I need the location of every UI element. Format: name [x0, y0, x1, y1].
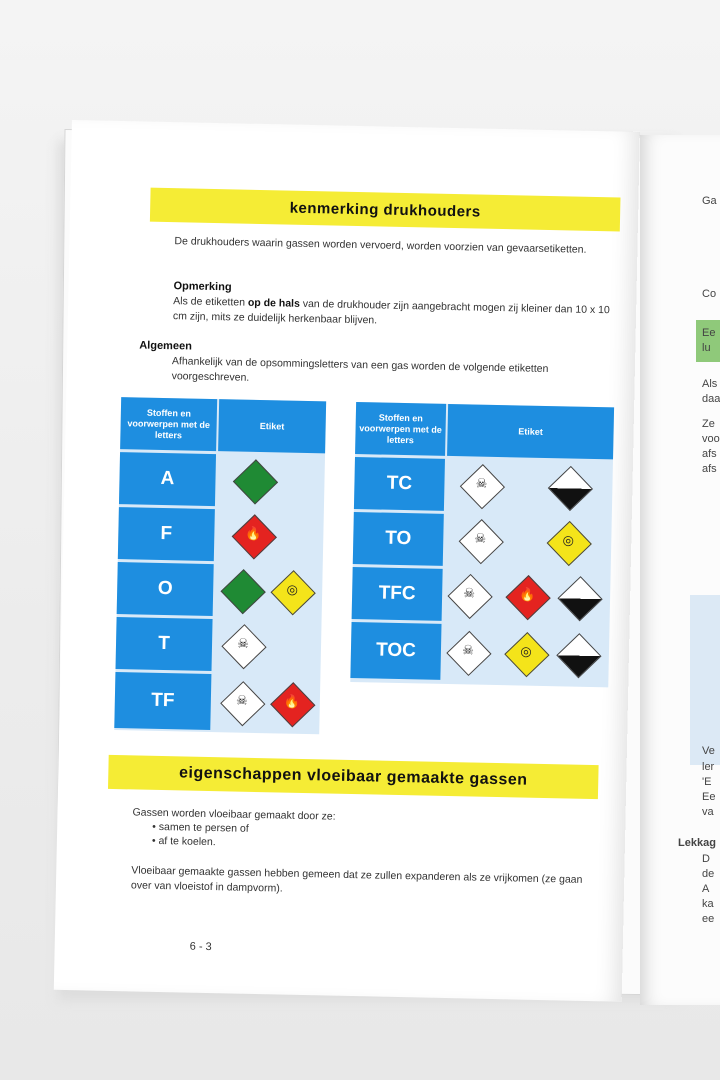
- oxidizer-flame-icon: ◎: [520, 643, 532, 659]
- skull-icon: ☠: [235, 692, 248, 708]
- bullet-text: af te koelen.: [158, 834, 216, 849]
- table-row-letter: A: [119, 452, 216, 506]
- skull-icon: ☠: [474, 530, 487, 546]
- algemeen-paragraph: Afhankelijk van de opsommingsletters van een gas worden de volgende etiketten voorgeschreven.: [171, 355, 549, 384]
- table-left-col1-header: Stoffen en voorwerpen met de letters: [120, 397, 217, 451]
- right-fragment: lu: [702, 342, 711, 354]
- bullet-text: samen te persen of: [158, 820, 249, 835]
- opmerking-heading: Opmerking: [173, 280, 232, 294]
- table-row-letter: TC: [354, 457, 445, 511]
- skull-icon: ☠: [463, 585, 476, 601]
- right-page-blue-box: [690, 595, 720, 765]
- label-table-right: [350, 402, 614, 687]
- right-fragment: ler: [702, 761, 715, 773]
- flame-icon: 🔥: [245, 525, 262, 542]
- green-gas-label-icon: [233, 459, 278, 504]
- opmerking-paragraph: [173, 294, 614, 333]
- opmerking-text-bold: op de hals: [247, 296, 300, 310]
- right-fragment: Ee: [702, 791, 716, 803]
- table-right-col2-header: Etiket: [447, 404, 614, 459]
- right-fragment: de: [702, 868, 715, 880]
- right-fragment: ka: [702, 898, 714, 910]
- right-fragment: Co: [702, 288, 717, 300]
- bullet-item: • samen te persen of: [152, 820, 249, 835]
- right-page: [640, 135, 720, 1005]
- corrosive-label-icon: [556, 633, 601, 678]
- page-number: 6 - 3: [189, 940, 212, 954]
- corrosive-label-icon: [557, 576, 602, 621]
- right-fragment: Lekkag: [678, 837, 716, 849]
- flame-icon: 🔥: [518, 586, 536, 602]
- table-row-letter: F: [118, 507, 215, 561]
- section-title-kenmerking: kenmerking drukhouders: [150, 188, 621, 232]
- right-fragment: va: [702, 806, 714, 818]
- table-row-letter: TOC: [350, 622, 441, 680]
- section2-intro: Gassen worden vloeibaar gemaakt door ze:: [132, 806, 336, 823]
- table-row-letter: TFC: [352, 567, 443, 621]
- section-title-eigenschappen: eigenschappen vloeibaar gemaakte gassen: [108, 755, 599, 799]
- label-table-left: [114, 397, 326, 734]
- opmerking-text-end: van de drukhouder zijn aangebracht mogen zij kleiner dan 10 x 10 cm zijn, mits ze duidelijk herkenbaar blijven.: [172, 297, 610, 327]
- right-fragment: 'E: [702, 776, 712, 788]
- right-fragment: ee: [702, 913, 715, 925]
- table-right-col1-header: Stoffen en voorwerpen met de letters: [355, 402, 446, 456]
- oxidizer-flame-icon: ◎: [286, 581, 299, 597]
- intro-paragraph: De drukhouders waarin gassen worden vervoerd, worden voorzien van gevaarsetiketten.: [174, 235, 587, 256]
- right-fragment: Ve: [702, 745, 715, 757]
- right-fragment: A: [702, 883, 710, 895]
- flame-icon: 🔥: [283, 693, 301, 709]
- skull-icon: ☠: [237, 635, 250, 651]
- opmerking-text-start: Als de etiketten: [173, 295, 249, 309]
- right-fragment: afs: [702, 463, 717, 475]
- corrosive-label-icon: [548, 466, 593, 511]
- right-fragment: Ze: [702, 418, 715, 430]
- right-fragment: Als: [702, 378, 718, 390]
- table-left-col2-header: Etiket: [218, 399, 326, 453]
- right-fragment: Ga: [702, 195, 717, 207]
- table-row-letter: TO: [353, 512, 444, 566]
- bullet-item: • af te koelen.: [151, 834, 216, 849]
- oxidizer-flame-icon: ◎: [562, 532, 575, 548]
- section2-paragraph: Vloeibaar gemaakte gassen hebben gemeen dat ze zullen expanderen als ze vrijkomen (ze gaan over van vloeistof in dampvorm).: [130, 864, 583, 895]
- table-row-letter: O: [117, 562, 214, 616]
- right-fragment: Ee: [702, 327, 716, 339]
- skull-icon: ☠: [475, 475, 488, 491]
- table-row-letter: T: [116, 617, 213, 671]
- right-fragment: D: [702, 853, 710, 865]
- green-gas-label-icon: [221, 569, 266, 614]
- table-row-letter: TF: [114, 672, 211, 730]
- right-fragment: afs: [702, 448, 717, 460]
- right-fragment: daa: [702, 393, 720, 405]
- left-page: [54, 120, 640, 1002]
- algemeen-heading: Algemeen: [139, 339, 192, 353]
- right-fragment: voo: [702, 433, 720, 445]
- skull-icon: ☠: [462, 642, 474, 658]
